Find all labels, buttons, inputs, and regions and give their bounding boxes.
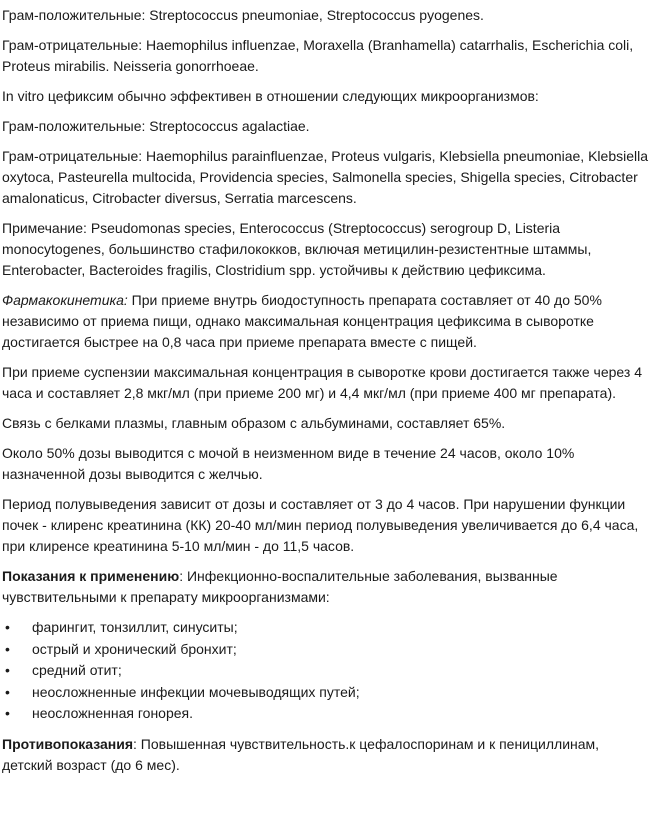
bullet-icon: • bbox=[5, 683, 10, 700]
indications-paragraph bbox=[2, 566, 652, 608]
protein-binding-paragraph: Связь с белками плазмы, главным образом с альбуминами, составляет 65%. bbox=[2, 415, 506, 431]
list-item bbox=[2, 639, 652, 660]
list-item bbox=[2, 703, 652, 724]
gram-negative-paragraph-1: Грам-отрицательные: Haemophilus influenzae, Moraxella (Branhamella) catarrhalis, Escherichia coli, Proteus mirabilis. Neisseria gonorrhoeae. bbox=[2, 37, 634, 74]
indications-text: : Инфекционно-воспалительные заболевания, вызванные чувствительными к препарату микроорганизмами: bbox=[2, 568, 558, 605]
gram-positive-paragraph-2: Грам-положительные: Streptococcus agalactiae. bbox=[2, 118, 310, 134]
in-vitro-paragraph: In vitro цефиксим обычно эффективен в отношении следующих микроорганизмов: bbox=[2, 88, 539, 104]
list-item-text: фарингит, тонзиллит, синуситы; bbox=[32, 619, 238, 635]
bullet-icon: • bbox=[5, 619, 10, 635]
list-item-text: средний отит; bbox=[32, 662, 122, 678]
list-item-text: неосложненные инфекции мочевыводящих путей; bbox=[32, 683, 360, 700]
indications-label: Показания к применению bbox=[2, 568, 180, 584]
pharmacokinetics-paragraph bbox=[2, 290, 652, 353]
gram-positive-paragraph-1: Грам-положительные: Streptococcus pneumoniae, Streptococcus pyogenes. bbox=[2, 7, 484, 23]
suspension-paragraph: При приеме суспензии максимальная концентрация в сыворотке крови достигается также через 4 часа и составляет 2,8 мкг/мл (при приеме 200 мг) и 4,4 мкг/мл (при приеме 400 мг препарата). bbox=[2, 364, 642, 401]
gram-negative-paragraph-2: Грам-отрицательные: Haemophilus parainfluenzae, Proteus vulgaris, Klebsiella pneumoniae, Klebsiella oxytoca, Pasteurella multocida, Providencia species, Salmonella species, Shigella species, Citrobacter amalonaticus, Citrobacter diversus, Serratia marcescens. bbox=[2, 148, 649, 206]
excretion-paragraph: Около 50% дозы выводится с мочой в неизменном виде в течение 24 часов, около 10% назначенной дозы выводится с желчью. bbox=[2, 445, 575, 482]
list-item-text: неосложненная гонорея. bbox=[32, 705, 194, 721]
bullet-icon: • bbox=[5, 662, 10, 678]
indications-list bbox=[2, 617, 652, 724]
list-item bbox=[2, 682, 652, 703]
resistance-note-paragraph: Примечание: Pseudomonas species, Enterococcus (Streptococcus) serogroup D, Listeria monocytogenes, большинство стафилококков, включая метицилин-резистентные штаммы, Enterobacter, Bacteroides fragilis, Clostridium spp. устойчивы к действию цефиксима. bbox=[2, 220, 592, 278]
pharmacokinetics-label: Фармакокинетика: bbox=[2, 292, 128, 308]
contraindications-text: : Повышенная чувствительность.к цефалоспоринам и к пенициллинам, детский возраст (до 6 мес). bbox=[2, 736, 600, 773]
contraindications-label: Противопоказания bbox=[2, 736, 134, 752]
bullet-icon: • bbox=[5, 640, 10, 657]
half-life-paragraph: Период полувыведения зависит от дозы и составляет от 3 до 4 часов. При нарушении функции почек - клиренс креатинина (КК) 20-40 мл/мин период полувыведения увеличивается до 6,4 часа, при клиренсе креатинина 5-10 мл/мин - до 11,5 часов. bbox=[2, 496, 639, 554]
bullet-icon: • bbox=[5, 705, 10, 721]
list-item bbox=[2, 617, 652, 638]
pharmacokinetics-text: При приеме внутрь биодоступность препарата составляет от 40 до 50% независимо от приема пищи, однако максимальная концентрация цефиксима в сыворотке достигается быстрее на 0,8 часа при приеме препарата вместе с пищей. bbox=[2, 292, 602, 350]
list-item bbox=[2, 660, 652, 681]
contraindications-paragraph bbox=[2, 734, 652, 776]
list-item-text: острый и хронический бронхит; bbox=[32, 640, 237, 657]
